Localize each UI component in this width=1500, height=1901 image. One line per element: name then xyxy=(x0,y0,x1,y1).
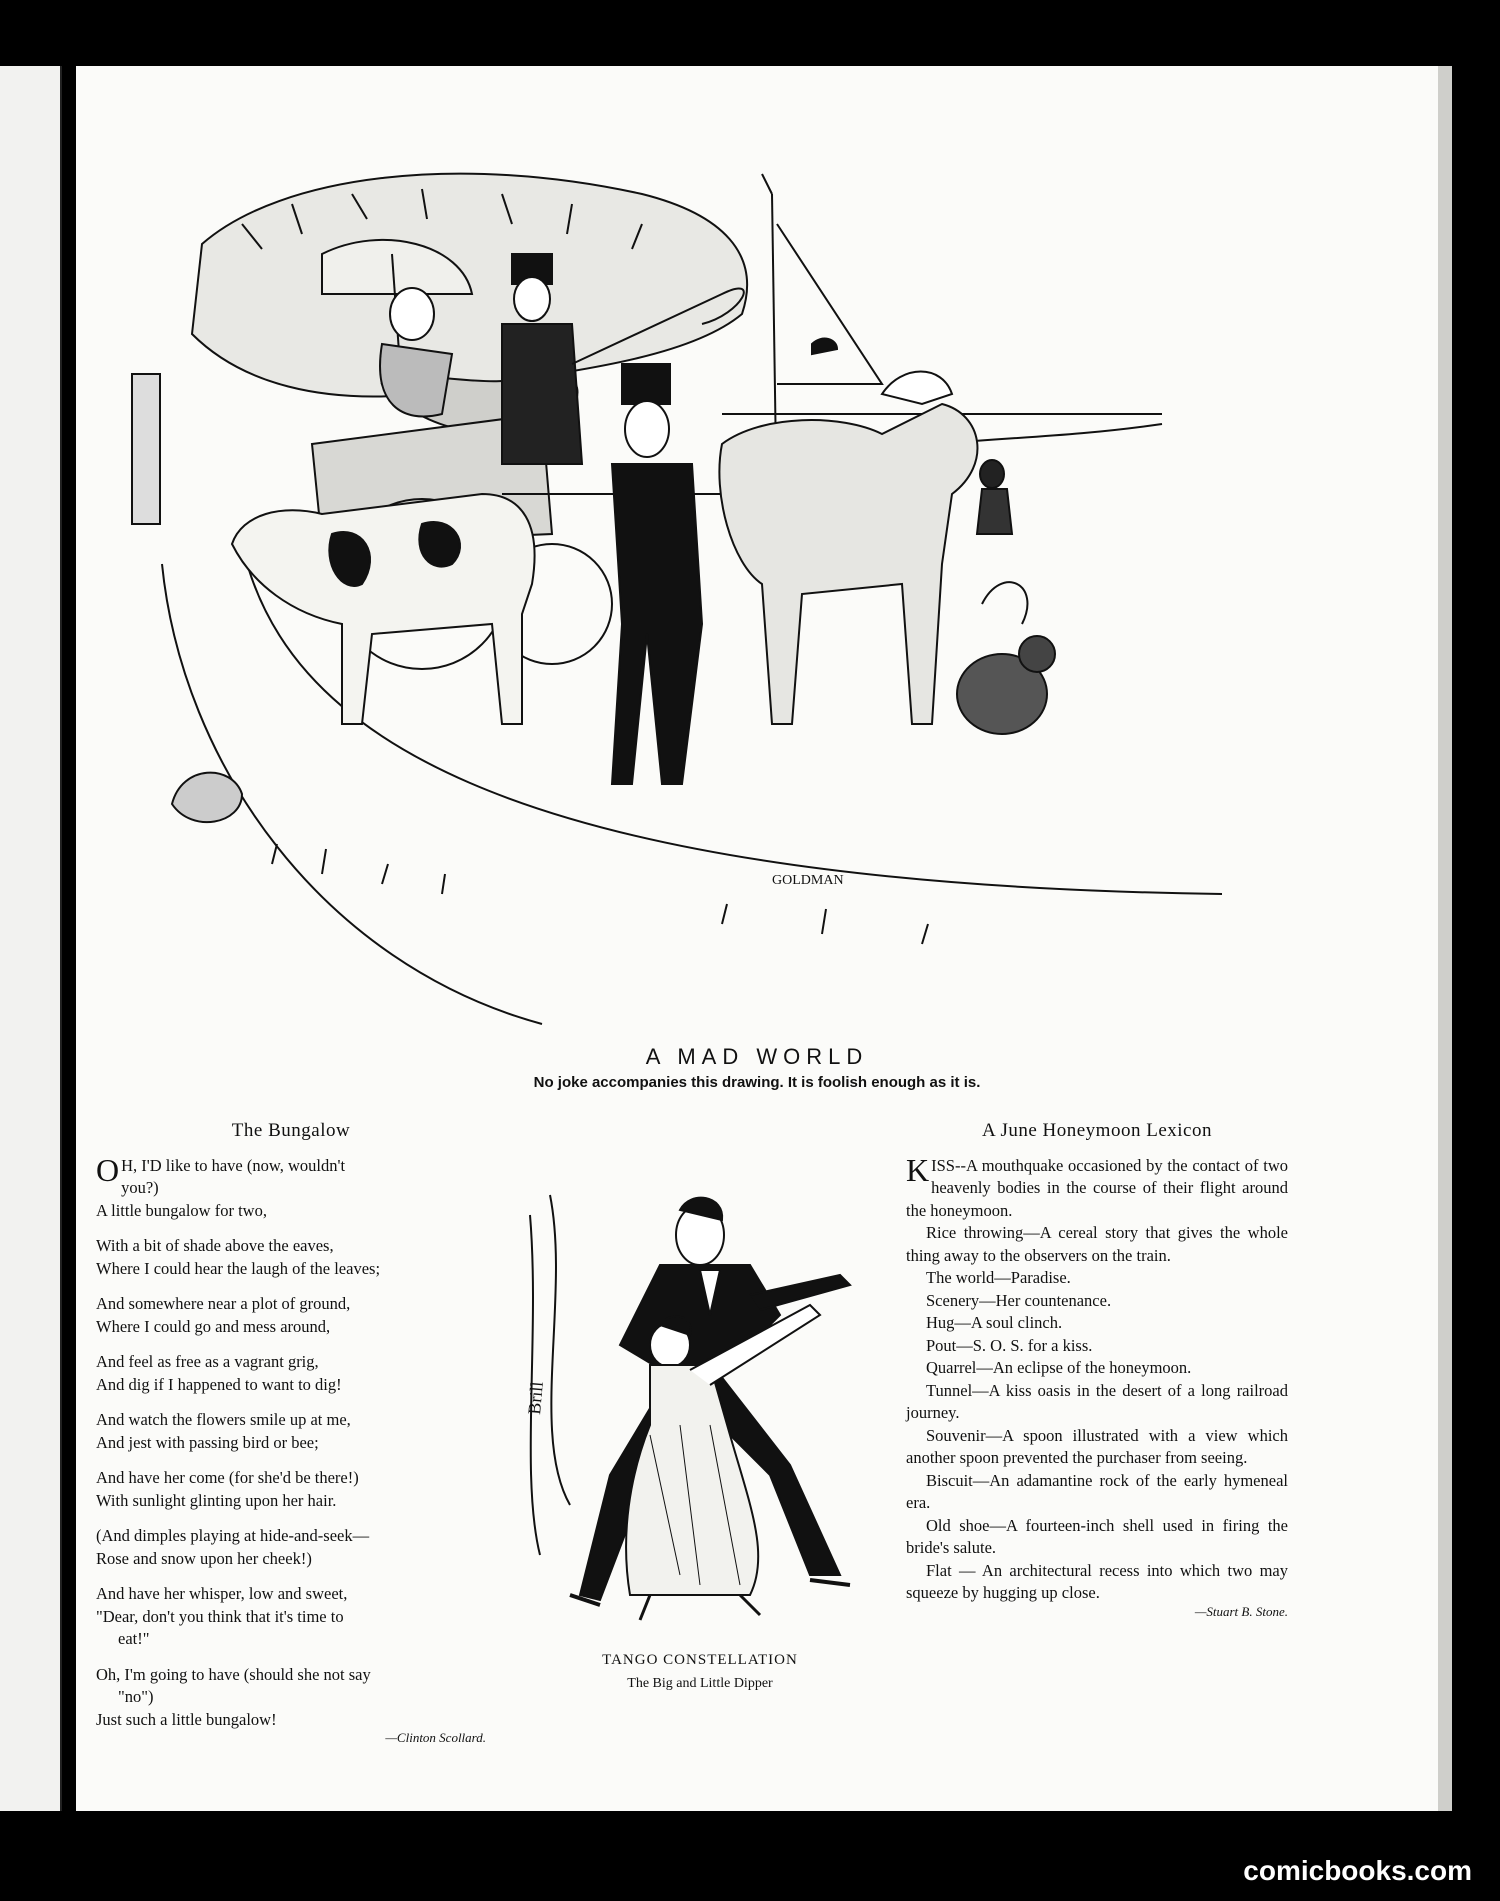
lexicon-entry: Old shoe—A fourteen-inch shell used in firing the bride's salute. xyxy=(906,1515,1288,1557)
poem-line: With a bit of shade above the eaves, xyxy=(96,1236,334,1255)
poem-stanza xyxy=(96,1467,486,1512)
poem-column xyxy=(96,1120,486,1750)
poem-title: The Bungalow xyxy=(231,1120,351,1141)
lexicon-entry: Rice throwing—A cereal story that gives the whole thing away to the observers on the train. xyxy=(906,1223,1288,1265)
lexicon-entry: Souvenir—A spoon illustrated with a view which another spoon prevented the purchaser from seeing. xyxy=(906,1425,1288,1467)
poem-author: —Clinton Scollard. xyxy=(385,1730,486,1745)
poem-line: you?) xyxy=(121,1178,159,1197)
illustration-signature: GOLDMAN xyxy=(772,873,844,888)
poem-line: Oh, I'm going to have (should she not say xyxy=(96,1664,371,1684)
poem-stanza xyxy=(96,1583,486,1651)
illustration-caption: No joke accompanies this drawing. It is foolish enough as it is. xyxy=(533,1074,981,1091)
poem-line: Where I could hear the laugh of the leaves; xyxy=(96,1258,381,1278)
poem-line: And somewhere near a plot of ground, xyxy=(96,1294,351,1313)
lexicon-column xyxy=(906,1120,1288,1623)
poem-line: eat!" xyxy=(118,1629,150,1648)
page-title: A MAD WORLD xyxy=(645,1044,869,1069)
lexicon-entry: Scenery—Her countenance. xyxy=(926,1290,1112,1310)
poem-stanza xyxy=(96,1664,486,1732)
poem-line: With sunlight glinting upon her hair. xyxy=(96,1490,337,1510)
lexicon-first-text: ISS--A mouthquake occasioned by the contact of two heavenly bodies in the course of their flight around the honeymoon. xyxy=(906,1155,1288,1220)
poem-line: Rose and snow upon her cheek!) xyxy=(96,1548,312,1568)
mad-world-drawing xyxy=(122,164,1292,1044)
lexicon-title: A June Honeymoon Lexicon xyxy=(982,1120,1212,1141)
poem-stanza xyxy=(96,1525,486,1570)
facing-page-edge xyxy=(0,66,62,1811)
poem-line: And watch the flowers smile up at me, xyxy=(96,1410,351,1429)
page-edge-shadow xyxy=(1438,66,1452,1811)
poem-line: (And dimples playing at hide-and-seek— xyxy=(96,1526,370,1545)
poem-line: A little bungalow for two, xyxy=(96,1200,267,1220)
tango-illustration xyxy=(510,1160,890,1690)
tango-subtitle: The Big and Little Dipper xyxy=(627,1676,773,1691)
tango-drawing xyxy=(510,1160,890,1690)
poem-line: And have her whisper, low and sweet, xyxy=(96,1584,348,1603)
lexicon-entry: The world—Paradise. xyxy=(926,1268,1071,1287)
poem-stanza xyxy=(96,1151,486,1223)
poem-line: "no") xyxy=(118,1687,154,1706)
tango-signature: Brill xyxy=(524,1380,547,1416)
site-watermark: comicbooks.com xyxy=(1243,1855,1472,1886)
lexicon-entry: Biscuit—An adamantine rock of the early hymeneal era. xyxy=(906,1470,1288,1512)
poem-line: H, I'D like to have (now, wouldn't xyxy=(121,1155,346,1175)
lexicon-entry: Tunnel—A kiss oasis in the desert of a long railroad journey. xyxy=(906,1380,1288,1422)
mad-world-illustration xyxy=(122,164,1292,1044)
lexicon-entry: Hug—A soul clinch. xyxy=(926,1313,1063,1332)
lexicon-entry xyxy=(906,1151,1288,1223)
lexicon-author: —Stuart B. Stone. xyxy=(1194,1603,1288,1619)
poem-stanza xyxy=(96,1409,486,1454)
poem-line: "Dear, don't you think that it's time to xyxy=(96,1606,344,1626)
poem-line: Where I could go and mess around, xyxy=(96,1316,331,1336)
poem-line: And have her come (for she'd be there!) xyxy=(96,1468,359,1487)
lexicon-dropcap: K xyxy=(906,1151,930,1188)
poem-line: And dig if I happened to want to dig! xyxy=(96,1374,342,1394)
poem-line: Just such a little bungalow! xyxy=(96,1709,277,1729)
poem-line: And jest with passing bird or bee; xyxy=(96,1432,319,1452)
poem-line: And feel as free as a vagrant grig, xyxy=(96,1352,319,1371)
poem-dropcap: O xyxy=(96,1151,120,1188)
lexicon-entry: Flat — An architectural recess into which two may squeeze by hugging up close. xyxy=(906,1560,1288,1602)
tango-title: TANGO CONSTELLATION xyxy=(602,1652,798,1668)
poem-stanza xyxy=(96,1293,486,1338)
poem-stanza xyxy=(96,1351,486,1396)
poem-stanza xyxy=(96,1235,486,1280)
lexicon-entry: Quarrel—An eclipse of the honeymoon. xyxy=(926,1358,1192,1377)
lexicon-entry: Pout—S. O. S. for a kiss. xyxy=(926,1335,1093,1355)
